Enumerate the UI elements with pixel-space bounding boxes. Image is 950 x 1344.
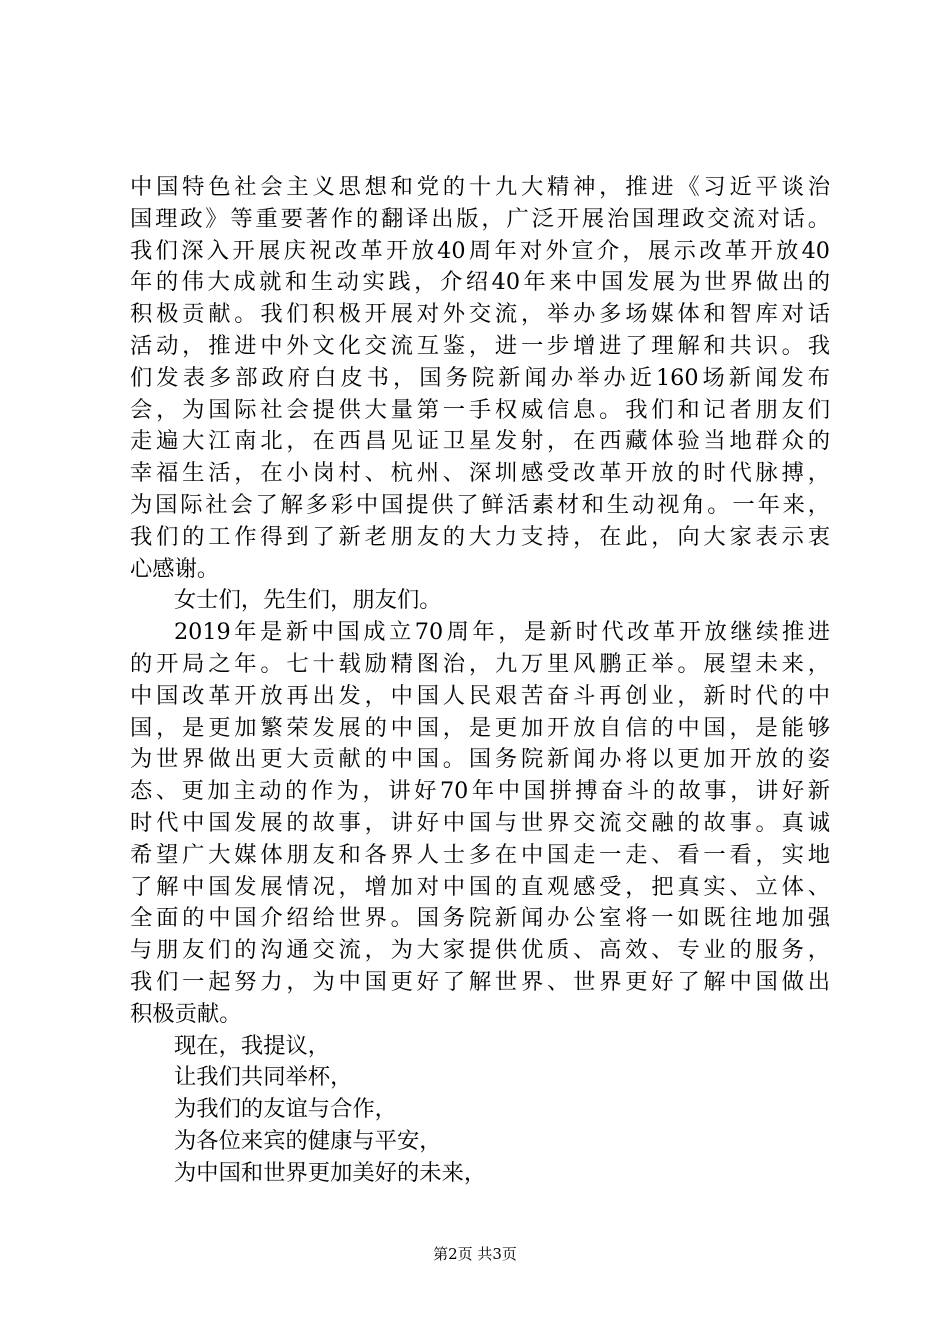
text-line: 中国改革开放再出发，中国人民艰苦奋斗再创业，新时代的中 (130, 682, 830, 709)
paragraph-continuation (130, 172, 830, 585)
text-line: 国理政》等重要著作的翻译出版，广泛开展治国理政交流对话。 (130, 205, 830, 232)
text-line: 现在，我提议， (174, 1032, 331, 1059)
paragraph-toast-health (130, 1126, 830, 1158)
text-line: 希望广大媒体朋友和各界人士多在中国走一走、看一看，实地 (130, 841, 830, 868)
text-line: 2019年是新中国成立70周年，是新时代改革开放继续推进 (174, 619, 830, 646)
paragraph-toast-proposal (130, 1031, 830, 1063)
paragraph-salutation (130, 585, 830, 617)
text-line: 让我们共同举杯， (174, 1064, 353, 1091)
text-line: 我们一起努力，为中国更好了解世界、世界更好了解中国做出 (130, 968, 830, 995)
paragraph-outlook (130, 617, 830, 1030)
text-line: 为各位来宾的健康与平安， (174, 1127, 442, 1154)
paragraph-toast-friendship (130, 1094, 830, 1126)
text-line: 国，是更加繁荣发展的中国，是更加开放自信的中国，是能够 (130, 714, 830, 741)
paragraph-toast-raise-glass (130, 1062, 830, 1094)
text-line: 我们深入开展庆祝改革开放40周年对外宣介，展示改革开放40 (130, 237, 830, 264)
text-line: 的开局之年。七十载励精图治，九万里风鹏正举。展望未来， (130, 650, 830, 677)
text-line: 为国际社会了解多彩中国提供了鲜活素材和生动视角。一年来， (130, 491, 830, 518)
paragraph-toast-future (130, 1158, 830, 1190)
text-line: 会，为国际社会提供大量第一手权威信息。我们和记者朋友们 (130, 396, 830, 423)
text-line: 年的伟大成就和生动实践，介绍40年来中国发展为世界做出的 (130, 269, 830, 296)
text-line: 与朋友们的沟通交流，为大家提供优质、高效、专业的服务， (130, 937, 830, 964)
text-line: 积极贡献。我们积极开展对外交流，举办多场媒体和智库对话 (130, 301, 830, 328)
text-line: 走遍大江南北，在西昌见证卫星发射，在西藏体验当地群众的 (130, 428, 830, 455)
text-line: 女士们，先生们，朋友们。 (174, 587, 442, 614)
document-body (130, 172, 830, 1190)
text-line: 全面的中国介绍给世界。国务院新闻办公室将一如既往地加强 (130, 905, 830, 932)
text-line: 我们的工作得到了新老朋友的大力支持，在此，向大家表示衷 (130, 523, 830, 550)
text-line: 心感谢。 (130, 555, 220, 582)
text-line: 们发表多部政府白皮书，国务院新闻办举办近160场新闻发布 (130, 364, 830, 391)
text-line: 为世界做出更大贡献的中国。国务院新闻办将以更加开放的姿 (130, 746, 830, 773)
text-line: 为中国和世界更加美好的未来， (174, 1159, 487, 1186)
text-line: 幸福生活，在小岗村、杭州、深圳感受改革开放的时代脉搏， (130, 460, 830, 487)
text-line: 中国特色社会主义思想和党的十九大精神，推进《习近平谈治 (130, 174, 830, 200)
text-line: 时代中国发展的故事，讲好中国与世界交流交融的故事。真诚 (130, 809, 830, 836)
page-number-footer: 第2页 共3页 (433, 1245, 517, 1263)
text-line: 态、更加主动的作为，讲好70年中国拼搏奋斗的故事，讲好新 (130, 778, 830, 805)
text-line: 为我们的友谊与合作， (174, 1096, 397, 1123)
text-line: 活动，推进中外文化交流互鉴，进一步增进了理解和共识。我 (130, 332, 830, 359)
text-line: 了解中国发展情况，增加对中国的直观感受，把真实、立体、 (130, 873, 830, 900)
text-line: 积极贡献。 (130, 1000, 242, 1027)
